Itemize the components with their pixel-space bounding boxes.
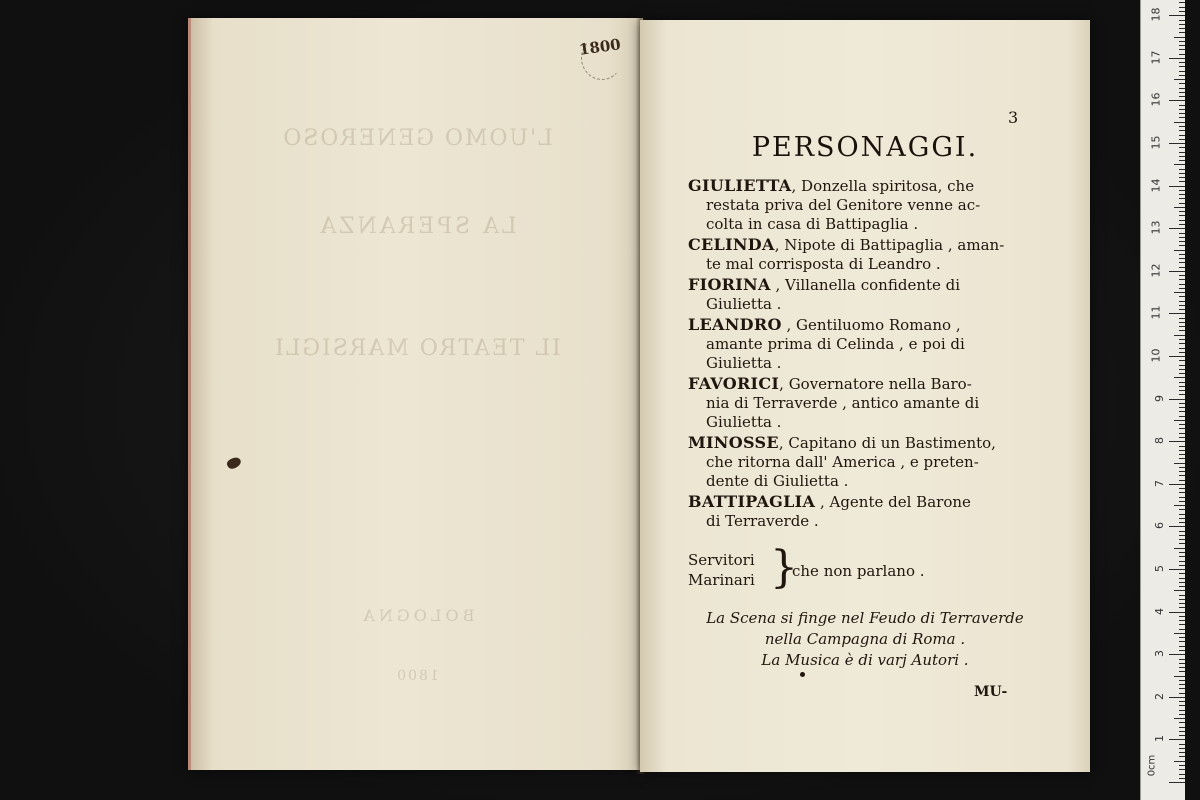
ruler-tick [1179,113,1185,114]
ruler-tick [1179,714,1185,715]
ruler-tick [1179,403,1185,404]
cast-entry-fiorina [688,275,1034,314]
character-name: BATTIPAGLIA [688,492,816,511]
ruler-tick [1179,224,1185,225]
ruler-tick [1179,467,1185,468]
ruler-tick [1179,603,1185,604]
character-name: FAVORICI [688,374,780,393]
ruler-tick [1179,411,1185,412]
ruler-tick [1179,595,1185,596]
ruler-tick [1179,45,1185,46]
ruler-tick [1169,654,1185,655]
ruler-tick [1179,160,1185,161]
ruler-tick [1179,386,1185,387]
ruler-tick [1179,49,1185,50]
description-line: Giulietta . [706,295,782,313]
scene-line: nella Campagna di Roma . [764,630,966,648]
ruler-tick [1179,556,1185,557]
ruler-tick [1169,100,1185,101]
ruler-tick [1174,335,1185,336]
character-name: GIULIETTA [688,176,792,195]
ruler-tick [1179,394,1185,395]
left-page [188,18,643,770]
bleed-through-subtitle: LA SPERANZA [317,214,517,239]
ruler-tick [1179,586,1185,587]
ruler-tick [1179,637,1185,638]
ruler-tick [1179,480,1185,481]
ruler-tick [1179,267,1185,268]
ruler-tick [1179,71,1185,72]
handwritten-annotation: 1800 [577,35,622,59]
ruler-tick [1179,301,1185,302]
ruler-tick [1179,599,1185,600]
ruler-tick [1179,509,1185,510]
ruler-tick [1174,122,1185,123]
ruler-tick [1179,573,1185,574]
description-line: nia di Terraverde , antico amante di [706,394,980,412]
ruler-tick [1179,671,1185,672]
ruler-tick [1179,190,1185,191]
ruler-tick [1179,369,1185,370]
ruler-tick [1179,105,1185,106]
cast-list [688,176,1034,532]
ruler-number: 8 [1153,437,1166,445]
ruler-tick [1179,620,1185,621]
ruler-number: 1 [1153,735,1166,743]
ruler-tick [1179,241,1185,242]
ruler-tick [1179,28,1185,29]
ruler-tick [1179,284,1185,285]
ruler-tick [1179,514,1185,515]
ruler-tick [1174,79,1185,80]
ruler-tick [1179,262,1185,263]
ruler-tick [1179,471,1185,472]
ruler-tick [1174,590,1185,591]
character-description: , Governatore nella Baro- [779,375,972,393]
ruler-number: 7 [1153,479,1166,487]
ruler-tick [1179,582,1185,583]
ruler-tick [1179,522,1185,523]
ruler-tick [1179,54,1185,55]
ruler-tick [1174,292,1185,293]
ruler-tick [1179,501,1185,502]
ruler-tick [1179,237,1185,238]
ruler-tick [1179,437,1185,438]
ruler-tick [1179,373,1185,374]
ruler-tick [1179,616,1185,617]
ruler-tick [1179,552,1185,553]
ruler-tick [1179,139,1185,140]
ruler-tick [1169,399,1185,400]
ruler-tick [1179,198,1185,199]
ruler-tick [1179,382,1185,383]
cast-entry-minosse [688,433,1034,491]
ruler-tick [1179,748,1185,749]
ruler-tick [1169,441,1185,442]
measuring-ruler [1140,0,1185,800]
ruler-tick [1179,296,1185,297]
ruler-number: 15 [1149,135,1163,150]
cast-entry-battipaglia [688,492,1034,531]
ruler-tick [1179,488,1185,489]
extras-description: che non parlano . [792,562,925,580]
ruler-tick [1179,11,1185,12]
ruler-number: 17 [1149,50,1163,65]
ruler-number: 12 [1149,263,1163,278]
ruler-tick [1179,305,1185,306]
ruler-tick [1179,475,1185,476]
music-line: La Musica è di varj Autori . [761,651,969,669]
ruler-tick [1179,778,1185,779]
ruler-tick [1179,646,1185,647]
curly-brace-icon: } [770,542,798,593]
ruler-tick [1179,531,1185,532]
ruler-tick [1179,565,1185,566]
ruler-tick [1174,377,1185,378]
ruler-tick [1179,731,1185,732]
ruler-tick [1179,641,1185,642]
ruler-tick [1179,710,1185,711]
ruler-tick [1179,543,1185,544]
extras-name-marinari: Marinari [688,571,755,589]
description-line: amante prima di Celinda , e poi di [706,335,965,353]
cast-entry-leandro [688,315,1034,373]
ruler-tick [1174,207,1185,208]
ruler-number: 9 [1153,394,1166,402]
ruler-tick [1179,433,1185,434]
ruler-tick [1179,722,1185,723]
ruler-tick [1179,130,1185,131]
ruler-tick [1179,62,1185,63]
ruler-tick [1174,633,1185,634]
ruler-tick [1169,58,1185,59]
ruler-number: 11 [1149,305,1163,320]
ruler-tick [1179,326,1185,327]
ruler-number: 18 [1149,7,1163,22]
character-description: , Capitano di un Bastimento, [778,434,996,452]
ruler-tick [1179,752,1185,753]
ruler-tick [1179,680,1185,681]
cast-entry-favorici [688,374,1034,432]
character-name: CELINDA [688,235,775,254]
ruler-tick [1179,215,1185,216]
ruler-tick [1174,37,1185,38]
ruler-tick [1179,135,1185,136]
ruler-tick [1179,765,1185,766]
ruler-tick [1179,428,1185,429]
ruler-tick [1179,258,1185,259]
ruler-tick [1169,782,1185,783]
cast-entry-celinda [688,235,1034,274]
ruler-tick [1179,83,1185,84]
ruler-tick [1174,505,1185,506]
ruler-tick [1179,561,1185,562]
ruler-tick [1179,169,1185,170]
ruler-number: 5 [1153,565,1166,572]
ruler-tick [1174,548,1185,549]
ruler-tick [1179,245,1185,246]
ruler-tick [1179,688,1185,689]
ruler-tick [1179,352,1185,353]
extras-name-servitori: Servitori [688,551,755,569]
ink-stain [225,455,242,471]
ruler-tick [1179,667,1185,668]
character-description: , Gentiluomo Romano , [781,316,961,334]
ruler-tick [1174,420,1185,421]
ruler-tick [1179,92,1185,93]
scene-note [640,608,1090,671]
description-line: dente di Giulietta . [706,472,849,490]
ruler-tick [1179,390,1185,391]
ruler-tick [1179,203,1185,204]
ruler-tick [1179,279,1185,280]
ruler-number: 13 [1149,220,1163,235]
description-line: Giulietta . [706,354,782,372]
page-number: 3 [1008,108,1019,127]
non-speaking-roles [688,542,1008,594]
character-description: , Agente del Barone [815,493,971,511]
ruler-tick [1179,126,1185,127]
ruler-tick [1179,446,1185,447]
ruler-tick [1169,739,1185,740]
ruler-tick [1179,705,1185,706]
ruler-tick [1169,484,1185,485]
ruler-tick [1174,761,1185,762]
ruler-tick [1179,220,1185,221]
character-description: , Donzella spiritosa, che [791,177,975,195]
ruler-tick [1179,318,1185,319]
ruler-tick [1179,774,1185,775]
ruler-tick [1179,20,1185,21]
ruler-tick [1179,32,1185,33]
character-description: , Nipote di Battipaglia , aman- [774,236,1005,254]
ruler-tick [1179,88,1185,89]
ruler-tick [1174,164,1185,165]
ruler-tick [1179,360,1185,361]
catchword: MU- [974,684,1008,700]
bleed-through-city: BOLOGNA [359,606,475,625]
ruler-tick [1169,356,1185,357]
description-line: restata priva del Genitore venne ac- [706,196,981,214]
ruler-tick [1179,233,1185,234]
ruler-tick [1179,458,1185,459]
ruler-tick [1179,497,1185,498]
ruler-tick [1179,424,1185,425]
ruler-tick [1179,75,1185,76]
ruler-tick [1174,676,1185,677]
ruler-tick [1179,535,1185,536]
bleed-through-title: L'UOMO GENEROSO [281,126,553,151]
ruler-tick [1174,250,1185,251]
ruler-tick [1179,173,1185,174]
ruler-tick [1179,693,1185,694]
ruler-number: 6 [1153,522,1166,530]
bleed-through-theatre: IL TEATRO MARSIGLI [273,336,561,361]
ruler-tick [1179,41,1185,42]
ruler-tick [1179,607,1185,608]
ruler-tick [1179,322,1185,323]
ruler-tick [1179,659,1185,660]
ruler-tick [1169,143,1185,144]
ruler-unit-label: 0cm [1146,754,1158,777]
ruler-tick [1179,288,1185,289]
open-booklet [188,18,1098,780]
ruler-tick [1179,348,1185,349]
ruler-tick [1169,526,1185,527]
ruler-tick [1179,518,1185,519]
ruler-tick [1179,629,1185,630]
ruler-tick [1179,109,1185,110]
ruler-tick [1169,228,1185,229]
ruler-tick [1179,152,1185,153]
character-description: , Villanella confidente di [770,276,961,294]
right-page [640,20,1090,772]
character-name: MINOSSE [688,433,779,452]
ruler-tick [1169,186,1185,187]
ruler-tick [1179,539,1185,540]
bleed-through-year: 1800 [395,668,439,684]
ruler-tick [1179,2,1185,3]
ruler-tick [1179,684,1185,685]
ruler-tick [1179,177,1185,178]
ruler-tick [1179,254,1185,255]
ruler-tick [1179,744,1185,745]
ruler-tick [1169,612,1185,613]
ruler-tick [1179,735,1185,736]
ruler-tick [1179,701,1185,702]
ruler-tick [1179,343,1185,344]
ruler-tick [1179,330,1185,331]
ruler-tick [1179,66,1185,67]
ruler-tick [1179,454,1185,455]
scene-line: La Scena si finge nel Feudo di Terraverde [706,609,1024,627]
ruler-number: 14 [1149,178,1163,193]
ruler-number: 4 [1153,607,1166,615]
ruler-tick [1179,96,1185,97]
ruler-number: 3 [1153,650,1166,658]
ruler-tick [1169,697,1185,698]
ruler-number: 10 [1149,348,1163,363]
ruler-tick [1179,365,1185,366]
ruler-tick [1169,313,1185,314]
description-line: Giulietta . [706,413,782,431]
description-line: di Terraverde . [706,512,819,530]
ruler-tick [1174,718,1185,719]
ruler-tick [1179,663,1185,664]
character-name: FIORINA [688,275,771,294]
ruler-tick [1169,271,1185,272]
ruler-tick [1179,416,1185,417]
ruler-tick [1179,727,1185,728]
ruler-number: 2 [1153,692,1166,700]
ruler-tick [1179,578,1185,579]
ruler-tick [1179,756,1185,757]
ruler-tick [1179,211,1185,212]
ruler-tick [1174,463,1185,464]
ruler-tick [1179,339,1185,340]
ruler-tick [1179,650,1185,651]
page-heading: PERSONAGGI. [751,132,979,163]
ruler-tick [1179,624,1185,625]
ruler-tick [1179,7,1185,8]
description-line: te mal corrisposta di Leandro . [706,255,941,273]
description-line: che ritorna dall' America , e preten- [706,453,979,471]
ruler-tick [1179,275,1185,276]
extras-names [688,550,755,590]
ruler-tick [1169,15,1185,16]
ruler-tick [1179,450,1185,451]
ruler-number: 16 [1149,92,1163,107]
ruler-tick [1169,569,1185,570]
ruler-tick [1179,156,1185,157]
ruler-tick [1179,194,1185,195]
description-line: colta in casa di Battipaglia . [706,215,919,233]
ruler-tick [1179,117,1185,118]
ruler-tick [1179,407,1185,408]
ruler-tick [1179,309,1185,310]
ruler-tick [1179,492,1185,493]
cast-entry-giulietta [688,176,1034,234]
printer-mark [800,672,805,677]
character-name: LEANDRO [688,315,782,334]
ruler-tick [1179,181,1185,182]
ruler-tick [1179,147,1185,148]
ruler-tick [1179,24,1185,25]
ruler-tick [1179,769,1185,770]
